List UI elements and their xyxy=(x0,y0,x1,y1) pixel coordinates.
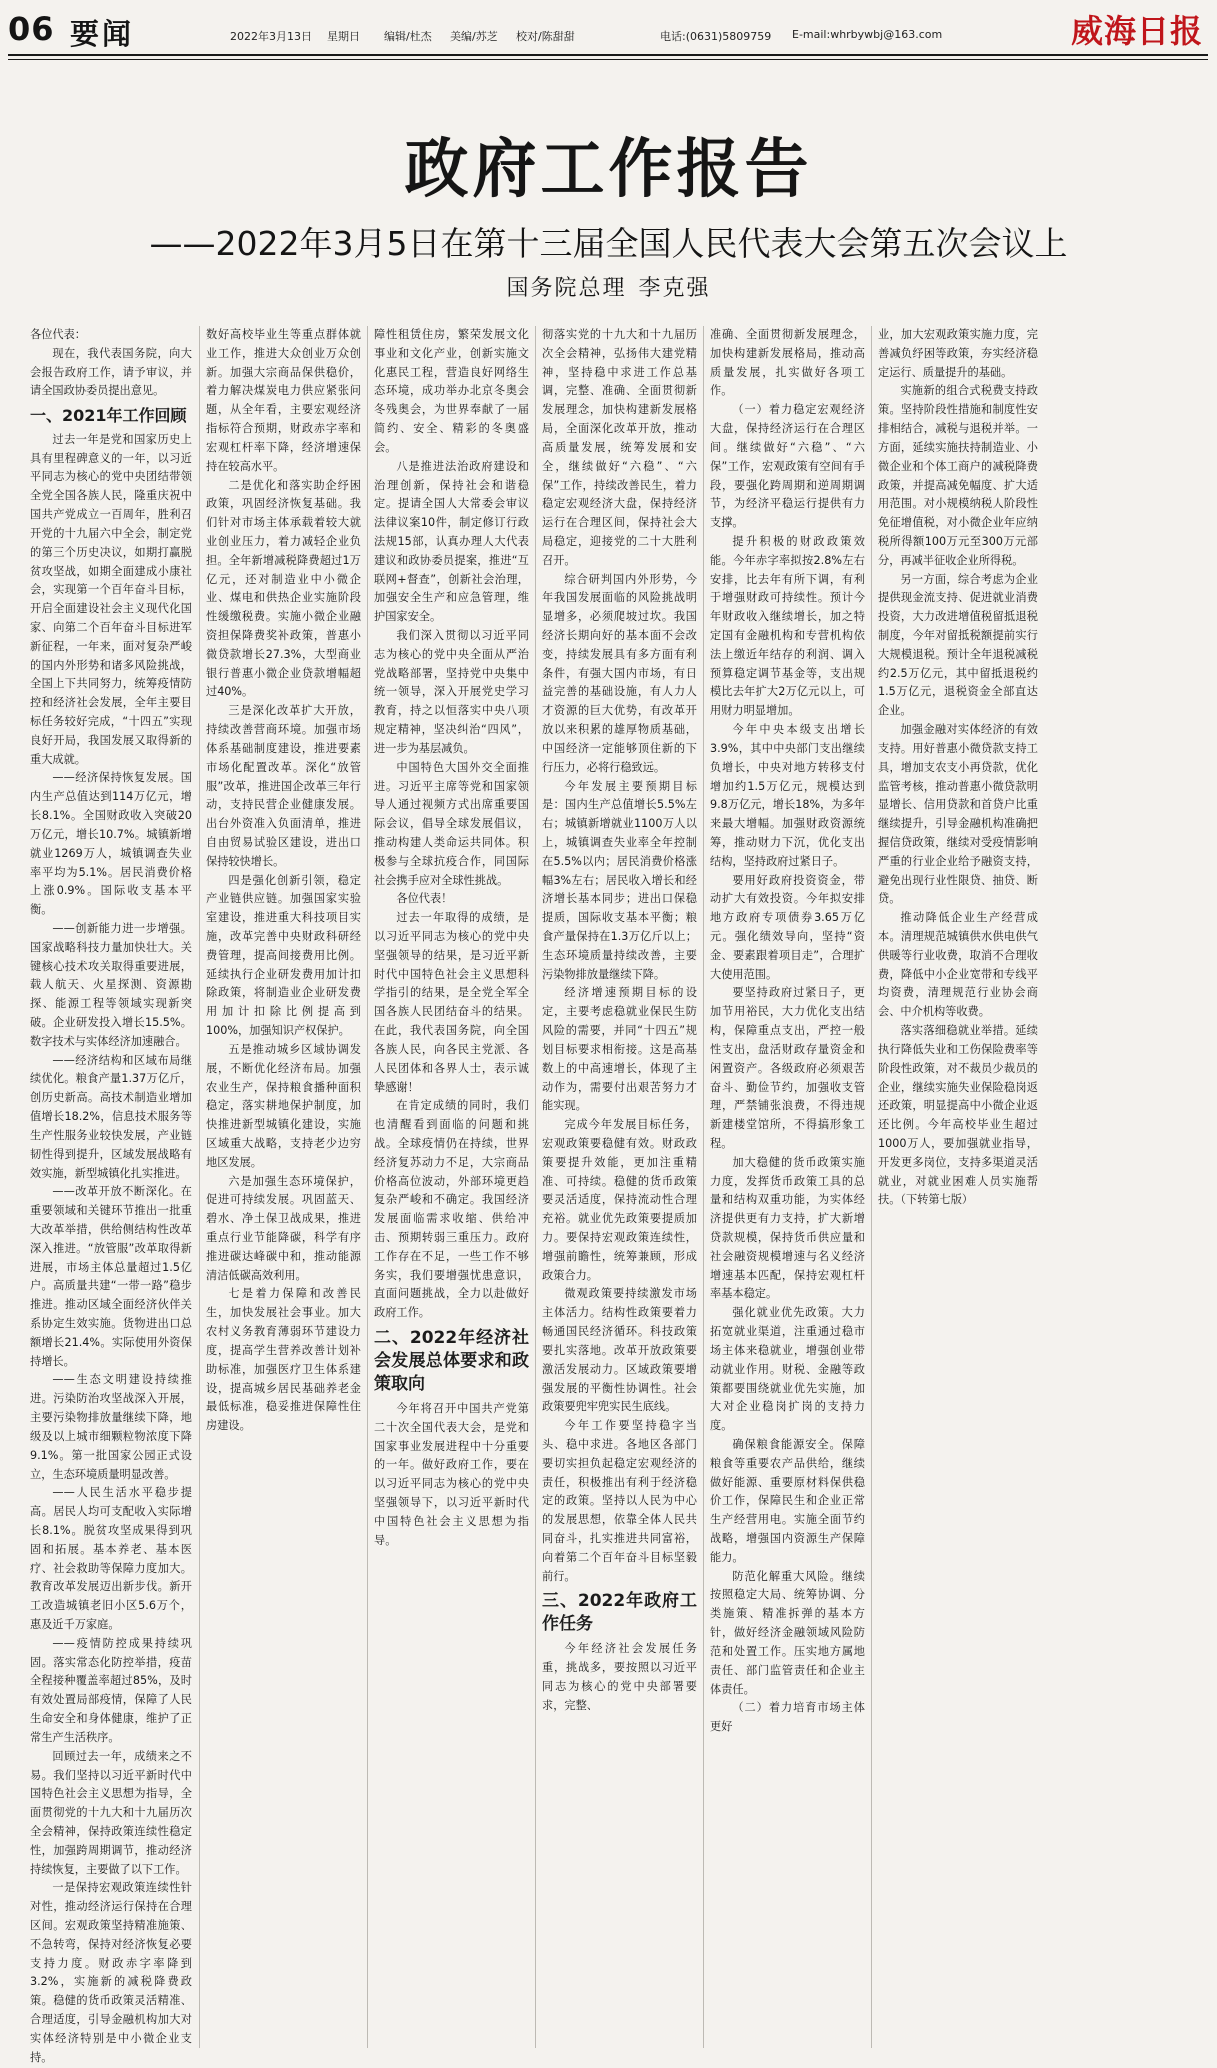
paragraph: 五是推动城乡区域协调发展，不断优化经济布局。加强农业生产，保持粮食播种面积稳定，落实耕地保护制度，加快推进新型城镇化建设，实施区域重大战略，支持老少边穷地区发展。 xyxy=(206,1042,361,1169)
paragraph: ——经济保持恢复发展。国内生产总值达到114万亿元，增长8.1%。全国财政收入突破20万亿元，增长10.7%。城镇新增就业1269万人，城镇调查失业率平均为5.1%。居民消费价格上涨0.9%。国际收支基本平衡。 xyxy=(30,771,192,917)
paragraph: 经济增速预期目标的设定，主要考虑稳就业保民生防风险的需要，并同“十四五”规划目标要求相衔接。这是高基数上的中高速增长，体现了主动作为，需要付出艰苦努力才能实现。 xyxy=(542,986,697,1113)
text-column-4 xyxy=(542,326,697,2048)
paragraph: 各位代表！ xyxy=(396,892,453,906)
paragraph: 八是推进法治政府建设和治理创新，保持社会和谐稳定。提请全国人大常委会审议法律议案10件，制定修订行政法规15部，认真办理人大代表建议和政协委员提案，推进“互联网+督查”，创新社会治理，加强安全生产和应急管理，维护国家安全。 xyxy=(374,459,529,624)
text-column-1 xyxy=(30,326,192,2064)
paragraph: 七是着力保障和改善民生，加快发展社会事业。加大农村义务教育薄弱环节建设力度，提高学生营养改善计划补助标准，加强医疗卫生体系建设，提高城乡居民基础养老金最低标准，稳妥推进保障性住房建设。 xyxy=(206,1287,361,1433)
paragraph: 一是保持宏观政策连续性针对性，推动经济运行保持在合理区间。宏观政策坚持精准施策、不急转弯，保持对经济恢复必要支持力度。财政赤字率降到3.2%，实施新的减税降费政策。稳健的货币政策灵活精准、合理适度，引导金融机构加大对实体经济特别是中小微企业支持。 xyxy=(30,1881,192,2064)
paragraph: 中国特色大国外交全面推进。习近平主席等党和国家领导人通过视频方式出席重要国际会议，倡导全球发展倡议，推动构建人类命运共同体。积极参与全球抗疫合作，同国际社会携手应对全球性挑战。 xyxy=(374,760,529,887)
article-subtitle: ——2022年3月5日在第十三届全国人民代表大会第五次会议上 xyxy=(149,224,1068,263)
greeting: 各位代表： xyxy=(30,328,86,341)
text-column-5 xyxy=(710,326,865,2048)
paragraph: ——创新能力进一步增强。国家战略科技力量加快壮大。关键核心技术攻关取得重要进展，载人航天、火星探测、资源勘探、能源工程等领域实现新突破。企业研发投入增长15.5%。数字技术与实体经济加速融合。 xyxy=(30,921,192,1048)
text-column-3 xyxy=(374,326,529,2048)
article-title: 政府工作报告 xyxy=(404,132,813,207)
paragraph: 防范化解重大风险。继续按照稳定大局、统筹协调、分类施策、精准拆弹的基本方针，做好经济金融领域风险防范和处置工作。压实地方属地责任、部门监管责任和企业主体责任。 xyxy=(710,1569,865,1696)
paragraph: 另一方面，综合考虑为企业提供现金流支持、促进就业消费投资，大力改进增值税留抵退税制度，今年对留抵税额提前实行大规模退税。预计全年退税减税约2.5万亿元，其中留抵退税约1.5万亿元，退税资金全部直达企业。 xyxy=(878,572,1038,718)
paragraph: 要坚持政府过紧日子，更加节用裕民，大力优化支出结构，保障重点支出，严控一般性支出，盘活财政存量资金和闲置资产。各级政府必须艰苦奋斗、勤俭节约，加强收支管理，严禁铺张浪费，不得违规新建楼堂馆所，不得搞形象工程。 xyxy=(710,986,865,1150)
issue-weekday: 星期日 xyxy=(327,30,360,43)
paragraph: 在肯定成绩的同时，我们也清醒看到面临的问题和挑战。全球疫情仍在持续，世界经济复苏动力不足，大宗商品价格高位波动，外部环境更趋复杂严峻和不确定。我国经济发展面临需求收缩、供给冲击、预期转弱三重压力。政府工作存在不足，一些工作不够务实，我们要增强忧患意识，直面问题挑战，全力以赴做好政府工作。 xyxy=(374,1099,529,1320)
paragraph: 强化就业优先政策。大力拓宽就业渠道，注重通过稳市场主体来稳就业，增强创业带动就业作用。财税、金融等政策都要围绕就业优先实施，加大对企业稳岗扩岗的支持力度。 xyxy=(710,1306,865,1433)
paragraph: 三是深化改革扩大开放，持续改善营商环境。加强市场体系基础制度建设，推进要素市场化配置改革。深化“放管服”改革，推进国企改革三年行动，支持民营企业健康发展。出台外资准入负面清单，推进自由贸易试验区建设，进出口保持较快增长。 xyxy=(206,704,361,868)
column-divider xyxy=(871,326,872,2048)
intro-paragraph: 现在，我代表国务院，向大会报告政府工作，请予审议，并请全国政协委员提出意见。 xyxy=(30,346,192,398)
paragraph: 提升积极的财政政策效能。今年赤字率拟按2.8%左右安排，比去年有所下调，有利于增强财政可持续性。预计今年财政收入继续增长，加之特定国有金融机构和专营机构依法上缴近年结存的利润、调入预算稳定调节基金等，支出规模比去年扩大2万亿元以上，可用财力明显增加。 xyxy=(710,534,865,718)
paragraph: 落实落细稳就业举措。延续执行降低失业和工伤保险费率等阶段性政策，对不裁员少裁员的企业，继续实施失业保险稳岗返还政策，明显提高中小微企业返还比例。今年高校毕业生超过1000万人，要加强就业指导，开发更多岗位，支持多渠道灵活就业，对就业困难人员实施帮扶。（下转第七版） xyxy=(878,1024,1038,1207)
paragraph: 微观政策要持续激发市场主体活力。结构性政策要着力畅通国民经济循环。科技政策要扎实落地。改革开放政策要激活发展动力。区域政策要增强发展的平衡性协调性。社会政策要兜牢兜实民生底线。 xyxy=(542,1287,697,1414)
page-number: 06 xyxy=(8,10,55,48)
paragraph: 加强金融对实体经济的有效支持。用好普惠小微贷款支持工具，增加支农支小再贷款，优化监管考核，推动普惠小微贷款明显增长、信用贷款和首贷户比重继续提升，引导金融机构准确把握信贷政策，继续对受疫情影响严重的行业企业给予融资支持，避免出现行业性限贷、抽贷、断贷。 xyxy=(878,723,1038,906)
paragraph: 障性租赁住房，繁荣发展文化事业和文化产业，创新实施文化惠民工程，营造良好网络生态环境，成功举办北京冬奥会冬残奥会，为世界奉献了一届简约、安全、精彩的冬奥盛会。 xyxy=(374,328,529,454)
paragraph: （二）着力培育市场主体更好 xyxy=(710,1701,865,1734)
column-divider xyxy=(367,326,368,2048)
column-divider xyxy=(535,326,536,2048)
issue-date: 2022年3月13日 xyxy=(230,30,312,43)
paragraph: 今年工作要坚持稳字当头、稳中求进。各地区各部门要切实担负起稳定宏观经济的责任，积极推出有利于经济稳定的政策。坚持以人民为中心的发展思想，依靠全体人民共同奋斗，扎实推进共同富裕，向着第二个百年奋斗目标坚毅前行。 xyxy=(542,1419,697,1583)
newspaper-logo: 威海日报 xyxy=(1070,12,1203,50)
paragraph: 过去一年是党和国家历史上具有里程碑意义的一年，以习近平同志为核心的党中央团结带领全党全国各族人民，隆重庆祝中国共产党成立一百周年，胜利召开党的十九届六中全会，制定党的第三个历史决议，如期打赢脱贫攻坚战，如期全面建成小康社会，实现第一个百年奋斗目标，开启全面建设社会主义现代化国家、向第二个百年奋斗目标进军新征程，一年来，面对复杂严峻的国内外形势和诸多风险挑战，全国上下共同努力，统筹疫情防控和经济社会发展，全年主要目标任务较好完成，“十四五”实现良好开局，我国发展又取得新的重大成就。 xyxy=(30,432,192,766)
paragraph: 我们深入贯彻以习近平同志为核心的党中央全面从严治党战略部署，坚持党中央集中统一领导，深入开展党史学习教育，持之以恒落实中央八项规定精神，坚决纠治“四风”，进一步为基层减负。 xyxy=(374,629,529,755)
paragraph: ——生态文明建设持续推进。污染防治攻坚战深入开展，主要污染物排放量继续下降，地级及以上城市细颗粒物浓度下降9.1%。第一批国家公园正式设立，生态环境质量明显改善。 xyxy=(30,1373,192,1481)
masthead xyxy=(0,0,1217,66)
paragraph: 今年中央本级支出增长3.9%，其中中央部门支出继续负增长，中央对地方转移支付增加约1.5万亿元，规模达到9.8万亿元，增长18%，为多年来最大增幅。加强财政资源统筹，推动财力下沉，优化支出结构，坚持政府过紧日子。 xyxy=(710,723,865,868)
paragraph: 推动降低企业生产经营成本。清理规范城镇供水供电供气供暖等行业收费，取消不合理收费，降低中小企业宽带和专线平均资费，清理规范行业协会商会、中介机构等收费。 xyxy=(878,911,1038,1019)
paragraph: （一）着力稳定宏观经济大盘，保持经济运行在合理区间。继续做好“六稳”、“六保”工作，宏观政策有空间有手段，要强化跨周期和逆周期调节，为经济平稳运行提供有力支撑。 xyxy=(710,403,865,530)
phone-number: 电话:(0631)5809759 xyxy=(660,30,772,43)
paragraph: ——人民生活水平稳步提高。居民人均可支配收入实际增长8.1%。脱贫攻坚成果得到巩固和拓展。基本养老、基本医疗、社会救助等保障力度加大。教育改革发展迈出新步伐。新开工改造城镇老旧小区5.6万个，惠及近千万家庭。 xyxy=(30,1486,192,1632)
paragraph: 回顾过去一年，成绩来之不易。我们坚持以习近平新时代中国特色社会主义思想为指导，全面贯彻党的十九大和十九届历次全会精神，保持政策连续性稳定性，加强跨周期调节，推动经济持续恢复，主要做了以下工作。 xyxy=(30,1749,192,1876)
email-address: E-mail:whrbywbj@163.com xyxy=(792,28,943,41)
paragraph: ——改革开放不断深化。在重要领域和关键环节推出一批重大改革举措，供给侧结构性改革深入推进。“放管服”改革取得新进展，市场主体总量超过1.5亿户。高质量共建“一带一路”稳步推进。推动区域全面经济伙伴关系协定生效实施。货物进出口总额增长21.4%。实际使用外资保持增长。 xyxy=(30,1185,192,1368)
paragraph: 彻落实党的十九大和十九届历次全会精神，弘扬伟大建党精神，坚持稳中求进工作总基调，完整、准确、全面贯彻新发展理念，加快构建新发展格局，全面深化改革开放，推动高质量发展，统筹发展和安全，继续做好“六稳”、“六保”工作，持续改善民生，着力稳定宏观经济大盘，保持经济运行在合理区间，保持社会大局稳定，迎接党的二十大胜利召开。 xyxy=(542,328,697,567)
column-divider xyxy=(199,326,200,2048)
byline-name: 李克强 xyxy=(638,276,711,301)
paragraph: 综合研判国内外形势，今年我国发展面临的风险挑战明显增多，必须爬坡过坎。我国经济长期向好的基本面不会改变，持续发展具有多方面有利条件，有强大国内市场，有日益完善的基础设施，有人力人才资源的巨大优势，有改革开放以来积累的雄厚物质基础，中国经济一定能够顶住新的下行压力，必将行稳致远。 xyxy=(542,572,697,774)
paragraph: 今年经济社会发展任务重，挑战多，要按照以习近平同志为核心的党中央部署要求，完整、 xyxy=(542,1642,697,1712)
masthead-rule xyxy=(8,54,1208,56)
section-heading-1: 一、2021年工作回顾 xyxy=(30,406,187,426)
paragraph: ——疫情防控成果持续巩固。落实常态化防控举措，疫苗全程接种覆盖率超过85%，及时有效处置局部疫情，保障了人民生命安全和身体健康，维护了正常生产生活秩序。 xyxy=(30,1636,192,1744)
paragraph: 确保粮食能源安全。保障粮食等重要农产品供给，继续做好能源、重要原材料保供稳价工作，保障民生和企业正常生产经营用电。实施全面节约战略，增强国内资源生产保障能力。 xyxy=(710,1437,865,1564)
column-divider xyxy=(703,326,704,2048)
designer-credit: 美编/苏芝 xyxy=(450,30,498,43)
byline-role: 国务院总理 xyxy=(506,276,627,301)
editor-credit: 编辑/杜杰 xyxy=(384,30,432,43)
proofreader-credit: 校对/陈甜甜 xyxy=(516,30,575,43)
paragraph: 完成今年发展目标任务，宏观政策要稳健有效。财政政策要提升效能，更加注重精准、可持续。稳健的货币政策要灵活适度，保持流动性合理充裕。就业优先政策要提质加力。要保持宏观政策连续性，增强前瞻性，统筹兼顾，形成政策合力。 xyxy=(542,1118,697,1282)
paragraph: 今年将召开中国共产党第二十次全国代表大会，是党和国家事业发展进程中十分重要的一年。做好政府工作，要在以习近平同志为核心的党中央坚强领导下，以习近平新时代中国特色社会主义思想为指导。 xyxy=(374,1401,529,1547)
paragraph: 过去一年取得的成绩，是以习近平同志为核心的党中央坚强领导的结果，是习近平新时代中国特色社会主义思想科学指引的结果，是全党全军全国各族人民团结奋斗的结果。在此，我代表国务院，向全国各族人民，向各民主党派、各人民团体和各界人士，表示诚挚感谢！ xyxy=(374,911,529,1094)
paragraph: 加大稳健的货币政策实施力度，发挥货币政策工具的总量和结构双重功能，为实体经济提供更有力支持，扩大新增贷款规模，保持货币供应量和社会融资规模增速与名义经济增速基本匹配，保持宏观杠杆率基本稳定。 xyxy=(710,1155,865,1301)
section-heading-3: 三、2022年政府工作任务 xyxy=(542,1591,697,1635)
masthead-rule-thin xyxy=(8,59,1208,60)
paragraph: 准确、全面贯彻新发展理念，加快构建新发展格局，推动高质量发展，扎实做好各项工作。 xyxy=(710,328,865,398)
paragraph: 六是加强生态环境保护，促进可持续发展。巩固蓝天、碧水、净土保卫战成果，推进重点行业节能降碳，科学有序推进碳达峰碳中和，推动能源清洁低碳高效利用。 xyxy=(206,1174,361,1282)
paragraph: 实施新的组合式税费支持政策。坚持阶段性措施和制度性安排相结合，减税与退税并举。一方面，延续实施扶持制造业、小微企业和个体工商户的减税降费政策，并提高减免幅度、扩大适用范围。对小规模纳税人阶段性免征增值税，对小微企业年应纳税所得额100万元至300万元部分，再减半征收企业所得税。 xyxy=(878,384,1038,567)
paragraph: 今年发展主要预期目标是：国内生产总值增长5.5%左右；城镇新增就业1100万人以上，城镇调查失业率全年控制在5.5%以内；居民消费价格涨幅3%左右；居民收入增长和经济增长基本同步；进出口保稳提质，国际收支基本平衡；粮食产量保持在1.3万亿斤以上；生态环境质量持续改善，主要污染物排放量继续下降。 xyxy=(542,779,697,981)
byline xyxy=(0,271,1217,302)
paragraph: 四是强化创新引领，稳定产业链供应链。加强国家实验室建设，推进重大科技项目实施，改革完善中央财政科研经费管理，提高间接费用比例。延续执行企业研发费用加计扣除政策，将制造业企业研发费用加计扣除比例提高到100%，加强知识产权保护。 xyxy=(206,873,361,1038)
section-heading-2: 二、2022年经济社会发展总体要求和政策取向 xyxy=(374,1328,529,1394)
text-column-2 xyxy=(206,326,361,2048)
text-column-6 xyxy=(878,326,1038,2048)
paragraph: 二是优化和落实助企纾困政策，巩固经济恢复基础。我们针对市场主体承载着较大就业创业压力，着力减轻企业负担。全年新增减税降费超过1万亿元，还对制造业中小微企业、煤电和供热企业实施阶段性缓缴税费。实施小微企业融资担保降费奖补政策，普惠小微贷款增长27.3%，大型商业银行普惠小微企业贷款增幅超过40%。 xyxy=(206,478,361,699)
paragraph: 数好高校毕业生等重点群体就业工作，推进大众创业万众创新。加强大宗商品保供稳价，着力解决煤炭电力供应紧张问题，从全年看，主要宏观经济指标符合预期，财政赤字率和宏观杠杆率下降，经济增速保持在较高水平。 xyxy=(206,328,361,473)
paragraph: ——经济结构和区域布局继续优化。粮食产量1.37万亿斤，创历史新高。高技术制造业增加值增长18.2%，信息技术服务等生产性服务业较快发展，产业链韧性得到提升，区域发展战略有效实施，新型城镇化扎实推进。 xyxy=(30,1053,192,1180)
paragraph: 业，加大宏观政策实施力度，完善减负纾困等政策，夯实经济稳定运行、质量提升的基础。 xyxy=(878,328,1038,379)
section-name: 要闻 xyxy=(70,17,135,51)
paragraph: 要用好政府投资资金，带动扩大有效投资。今年拟安排地方政府专项债券3.65万亿元。强化绩效导向，坚持“资金、要素跟着项目走”，合理扩大使用范围。 xyxy=(710,873,865,981)
